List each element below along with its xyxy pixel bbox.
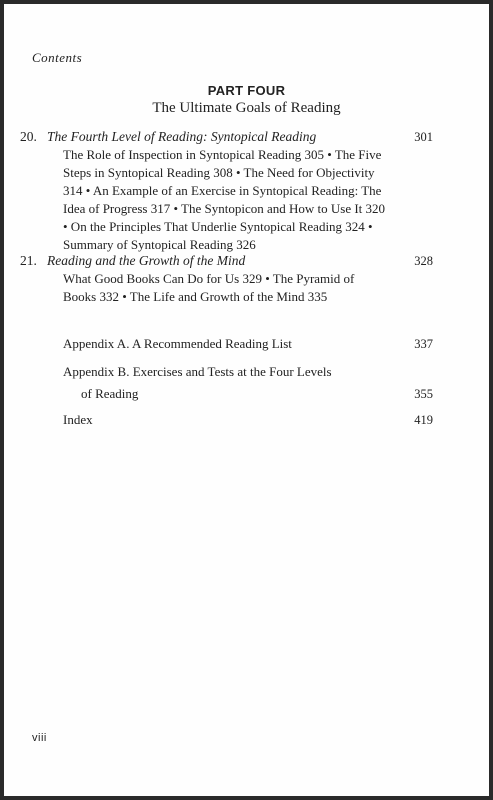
topic-line: Books 332 • The Life and Growth of the Mind 335 xyxy=(63,289,328,304)
chapter-title: Reading and the Growth of the Mind xyxy=(47,253,246,268)
running-head: Contents xyxy=(32,50,83,65)
part-title: The Ultimate Goals of Reading xyxy=(152,100,341,116)
entry-page-number: 355 xyxy=(414,387,433,401)
entry-label: Appendix B. Exercises and Tests at the Four Levels xyxy=(63,364,332,379)
entry-label-continued: of Reading xyxy=(81,386,139,401)
entry-page-number: 419 xyxy=(414,413,433,427)
toc-chapter-20 xyxy=(20,128,433,254)
topic-line: • On the Principles That Underlie Syntopical Reading 324 • xyxy=(63,219,373,234)
chapter-heading xyxy=(20,128,433,146)
part-label: PART FOUR xyxy=(207,83,286,98)
book-page xyxy=(4,4,489,796)
topic-line: What Good Books Can Do for Us 329 • The Pyramid of xyxy=(63,271,355,286)
toc-index xyxy=(63,409,433,431)
chapter-page-number: 301 xyxy=(414,130,433,144)
toc-appendix-b xyxy=(63,361,433,405)
chapter-topics xyxy=(63,146,433,254)
chapter-number: 20. xyxy=(20,129,37,144)
toc-chapter-21 xyxy=(20,252,433,306)
topic-line: Idea of Progress 317 • The Syntopicon and How to Use It 320 xyxy=(63,201,386,216)
entry-label: Appendix A. A Recommended Reading List xyxy=(63,336,292,351)
chapter-title: The Fourth Level of Reading: Syntopical Reading xyxy=(47,129,317,144)
toc-appendix-a xyxy=(63,333,433,355)
topic-line: Steps in Syntopical Reading 308 • The Need for Objectivity xyxy=(63,165,375,180)
chapter-topics xyxy=(63,270,433,306)
topic-line: 314 • An Example of an Exercise in Syntopical Reading: The xyxy=(63,183,382,198)
topic-line: The Role of Inspection in Syntopical Reading 305 • The Five xyxy=(63,147,382,162)
entry-page-number: 337 xyxy=(414,337,433,351)
page-folio: viii xyxy=(32,732,47,744)
chapter-page-number: 328 xyxy=(414,254,433,268)
topic-line: Summary of Syntopical Reading 326 xyxy=(63,237,256,252)
chapter-heading xyxy=(20,252,433,270)
chapter-number: 21. xyxy=(20,253,37,268)
entry-label: Index xyxy=(63,412,93,427)
